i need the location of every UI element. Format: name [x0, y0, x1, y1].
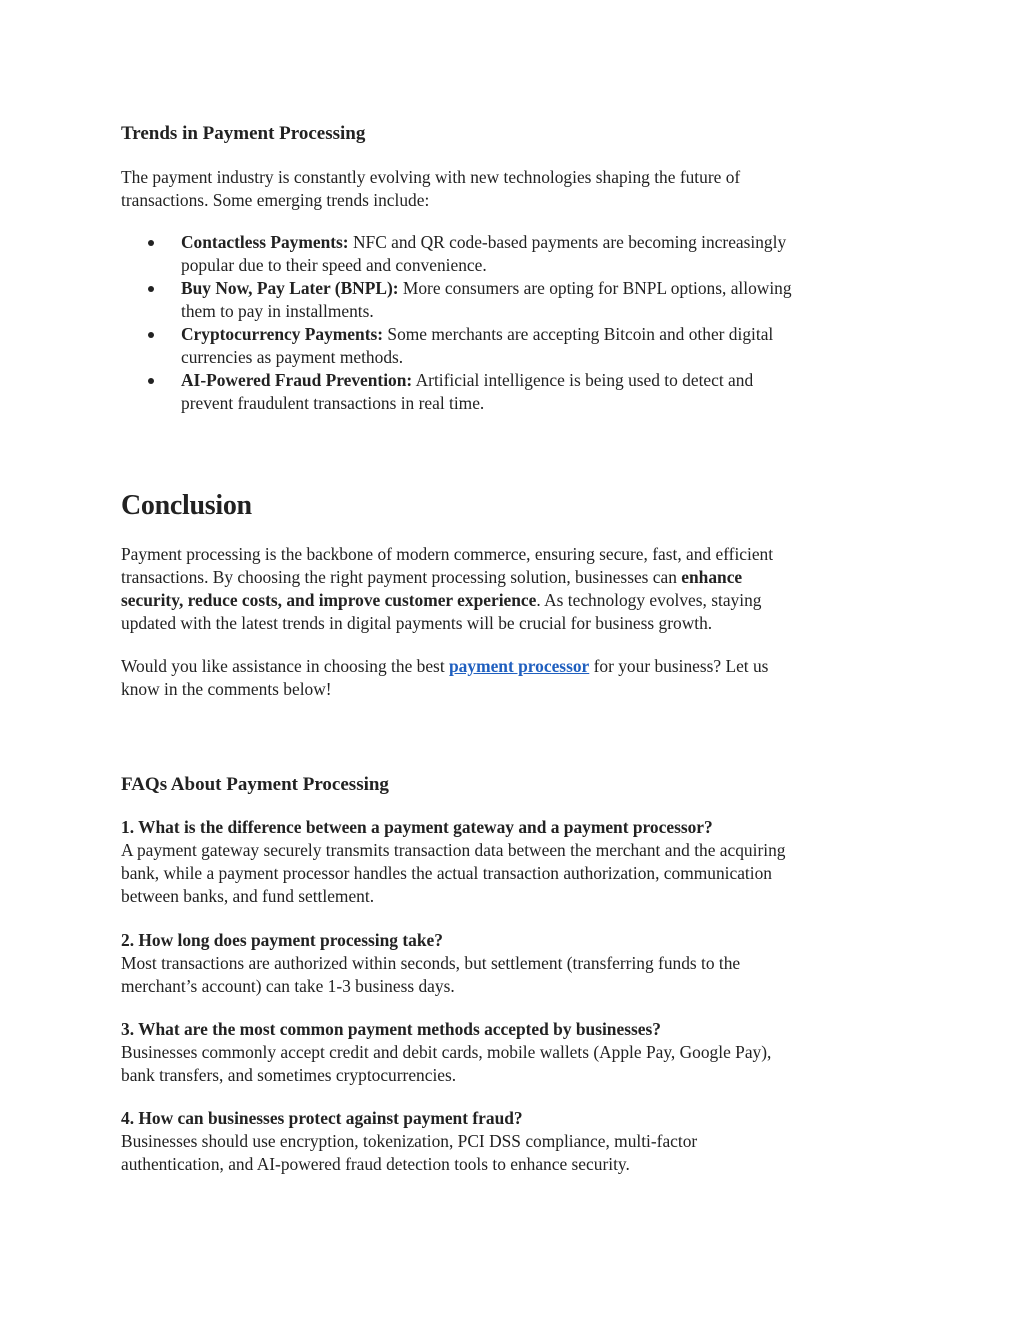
- trends-intro: [121, 166, 896, 212]
- paragraph-bold-text: security, reduce costs, and improve customer experience: [121, 590, 537, 610]
- faq-answer-line: bank, while a payment processor handles the actual transaction authorization, communication: [121, 863, 772, 883]
- faq-answer-line: between banks, and fund settlement.: [121, 886, 375, 906]
- faq-question: 3. What are the most common payment methods accepted by businesses?: [121, 1019, 661, 1039]
- trends-list: [121, 231, 896, 415]
- faqs-heading: FAQs About Payment Processing: [121, 774, 389, 795]
- bullet-icon: [148, 240, 154, 246]
- paragraph-line: [121, 589, 896, 612]
- paragraph-line: know in the comments below!: [121, 679, 332, 699]
- bullet-icon: [148, 286, 154, 292]
- list-item-text: popular due to their speed and convenience.: [181, 255, 487, 275]
- payment-processor-link[interactable]: payment processor: [449, 656, 590, 676]
- bullet-icon: [148, 378, 154, 384]
- list-item: [121, 369, 896, 415]
- list-item-term: Buy Now, Pay Later (BNPL):: [181, 278, 399, 298]
- list-item-text: More consumers are opting for BNPL options, allowing: [398, 278, 792, 298]
- list-item-text: them to pay in installments.: [181, 301, 374, 321]
- bullet-icon: [148, 332, 154, 338]
- faq-item: [121, 1018, 896, 1087]
- faq-item: [121, 1107, 896, 1176]
- list-item-term: Contactless Payments:: [181, 232, 349, 252]
- trends-heading: Trends in Payment Processing: [121, 123, 366, 144]
- list-item-text: NFC and QR code-based payments are becoming increasingly: [348, 232, 787, 252]
- list-item-line: [181, 231, 896, 254]
- list-item-line: [181, 369, 896, 392]
- faq-answer-line: A payment gateway securely transmits transaction data between the merchant and the acquiring: [121, 840, 786, 860]
- faq-answer-line: bank transfers, and sometimes cryptocurrencies.: [121, 1065, 457, 1085]
- conclusion-paragraph: [121, 543, 896, 635]
- faq-answer-line: merchant’s account) can take 1-3 business days.: [121, 976, 455, 996]
- faq-question: 4. How can businesses protect against payment fraud?: [121, 1108, 523, 1128]
- faq-answer-line: Businesses commonly accept credit and debit cards, mobile wallets (Apple Pay, Google Pay),: [121, 1042, 772, 1062]
- paragraph-text: Would you like assistance in choosing the best: [121, 656, 450, 676]
- list-item: [121, 323, 896, 369]
- paragraph-line: Payment processing is the backbone of modern commerce, ensuring secure, fast, and efficient: [121, 544, 774, 564]
- list-item-text: Artificial intelligence is being used to detect and: [412, 370, 754, 390]
- paragraph-line: [121, 566, 896, 589]
- paragraph-bold-text: enhance: [681, 567, 743, 587]
- list-item: [121, 277, 896, 323]
- faq-item: [121, 816, 896, 908]
- list-item-text: prevent fraudulent transactions in real time.: [181, 393, 485, 413]
- faq-question: 2. How long does payment processing take?: [121, 930, 443, 950]
- paragraph-line: [121, 655, 896, 678]
- list-item-line: [181, 277, 896, 300]
- paragraph-text: . As technology evolves, staying: [536, 590, 762, 610]
- faq-item: [121, 929, 896, 998]
- list-item-text: currencies as payment methods.: [181, 347, 404, 367]
- list-item-line: [181, 323, 896, 346]
- list-item-text: Some merchants are accepting Bitcoin and other digital: [383, 324, 774, 344]
- paragraph-text: for your business? Let us: [589, 656, 769, 676]
- list-item-term: Cryptocurrency Payments:: [181, 324, 384, 344]
- trends-intro-line: transactions. Some emerging trends include:: [121, 190, 430, 210]
- trends-intro-line: The payment industry is constantly evolving with new technologies shaping the future of: [121, 167, 741, 187]
- assistance-paragraph: [121, 655, 896, 701]
- paragraph-text: transactions. By choosing the right payment processing solution, businesses can: [121, 567, 682, 587]
- faq-answer-line: authentication, and AI-powered fraud detection tools to enhance security.: [121, 1154, 630, 1174]
- list-item: [121, 231, 896, 277]
- paragraph-line: updated with the latest trends in digital payments will be crucial for business growth.: [121, 613, 713, 633]
- conclusion-heading: Conclusion: [121, 490, 252, 521]
- faq-answer-line: Most transactions are authorized within seconds, but settlement (transferring funds to the: [121, 953, 741, 973]
- faq-question: 1. What is the difference between a payment gateway and a payment processor?: [121, 817, 713, 837]
- faq-answer-line: Businesses should use encryption, tokenization, PCI DSS compliance, multi-factor: [121, 1131, 698, 1151]
- list-item-term: AI-Powered Fraud Prevention:: [181, 370, 413, 390]
